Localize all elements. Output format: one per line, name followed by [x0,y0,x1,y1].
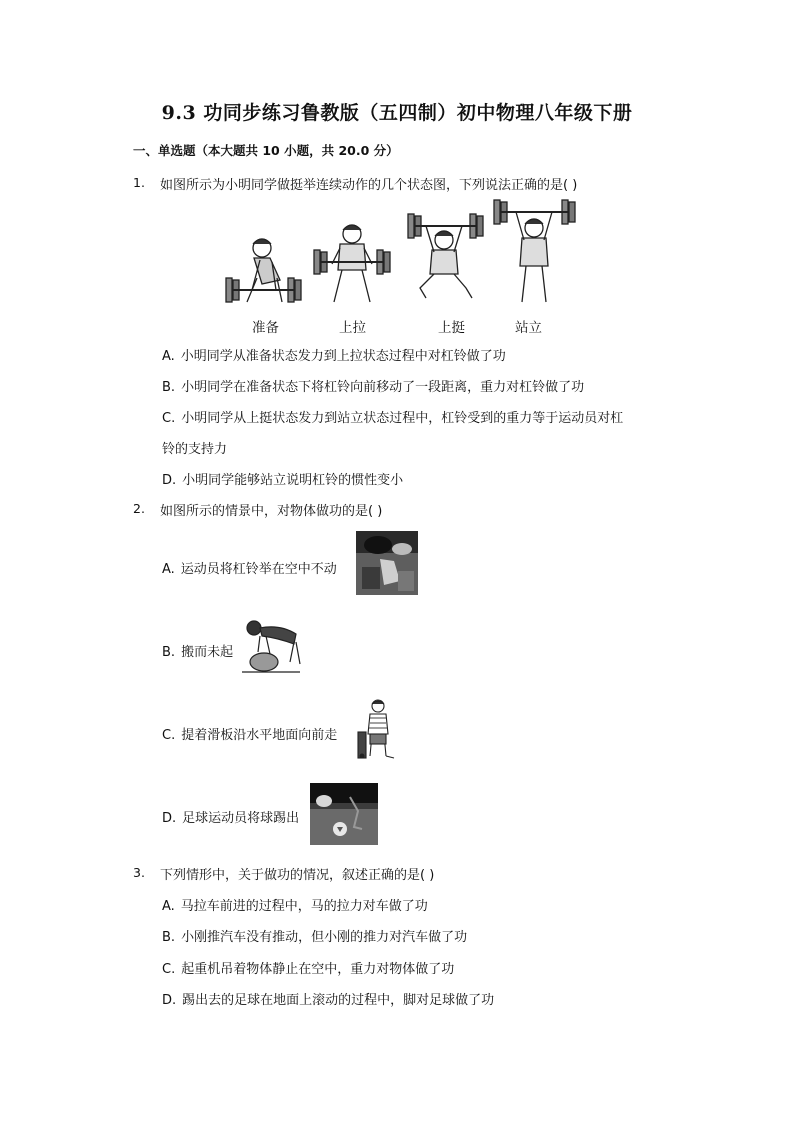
option-text: 小明同学从准备状态发力到上拉状态过程中对杠铃做了功 [180,349,506,364]
question-number: 3. [133,865,145,880]
option-text: 提着滑板沿水平地面向前走 [181,728,338,743]
q1-option-a [162,345,506,364]
barbell-held-photo [356,531,418,595]
option-label: C. [162,962,176,977]
q3-option-c [162,958,454,977]
option-text: 踢出去的足球在地面上滚动的过程中，脚对足球做了功 [182,993,495,1008]
lifter-pull [314,225,390,302]
q2-option-d [162,807,299,826]
q1-option-b [162,376,584,395]
question-text: 下列情形中，关于做功的情况，叙述正确的是( ) [160,868,435,883]
question-text: 如图所示的情景中，对物体做功的是( ) [160,504,383,519]
option-label: D. [162,473,177,488]
option-text: 小明同学从上挺状态发力到站立状态过程中，杠铃受到的重力等于运动员对杠 [181,411,624,426]
option-text: 足球运动员将球踢出 [182,811,300,826]
option-label: A. [162,899,175,914]
lifter-ready [226,239,301,302]
option-label: C. [162,411,176,426]
q1-option-d [162,469,403,488]
option-label: D. [162,811,177,826]
option-text: 运动员将杠铃举在空中不动 [180,562,337,577]
lifter-jerk [408,214,483,298]
caption-pull: 上拉 [339,320,366,336]
option-text: 起重机吊着物体静止在空中，重力对物体做了功 [181,962,455,977]
lifting-attempt-figure [240,618,302,676]
option-text: 马拉车前进的过程中，马的拉力对车做了功 [180,899,428,914]
soccer-kick-photo [310,783,378,845]
option-label: B. [162,645,176,660]
option-label: D. [162,993,177,1008]
option-text: 搬而未起 [181,645,234,660]
option-label: C. [162,728,176,743]
caption-ready: 准备 [252,320,279,336]
page-title: 9.3 功同步练习鲁教版（五四制）初中物理八年级下册 [161,102,633,124]
option-text: 小明同学在准备状态下将杠铃向前移动了一段距离，重力对杠铃做了功 [181,380,585,395]
q3-option-d [162,989,494,1008]
option-label: B. [162,930,176,945]
q2-option-a [162,558,337,577]
weightlifting-figure [222,198,582,310]
q3-option-b [162,926,467,945]
question-text: 如图所示为小明同学做挺举连续动作的几个状态图，下列说法正确的是( ) [160,178,578,193]
option-text: 小明同学能够站立说明杠铃的惯性变小 [182,473,404,488]
q3-option-a [162,895,428,914]
option-label: A. [162,562,175,577]
caption-jerk: 上挺 [438,320,465,336]
section-heading: 一、单选题（本大题共 10 小题，共 20.0 分） [133,143,399,158]
q1-option-c-continued: 铃的支持力 [162,442,228,457]
lifter-stand [494,200,575,302]
caption-stand: 站立 [515,320,542,336]
question-number: 1. [133,175,145,190]
option-label: A. [162,349,175,364]
option-text: 小刚推汽车没有推动，但小刚的推力对汽车做了功 [181,930,468,945]
option-label: B. [162,380,176,395]
q2-option-b [162,641,233,660]
q2-option-c [162,724,337,743]
skateboard-carry-figure [354,698,400,762]
question-number: 2. [133,501,145,516]
q1-option-c [162,407,623,426]
